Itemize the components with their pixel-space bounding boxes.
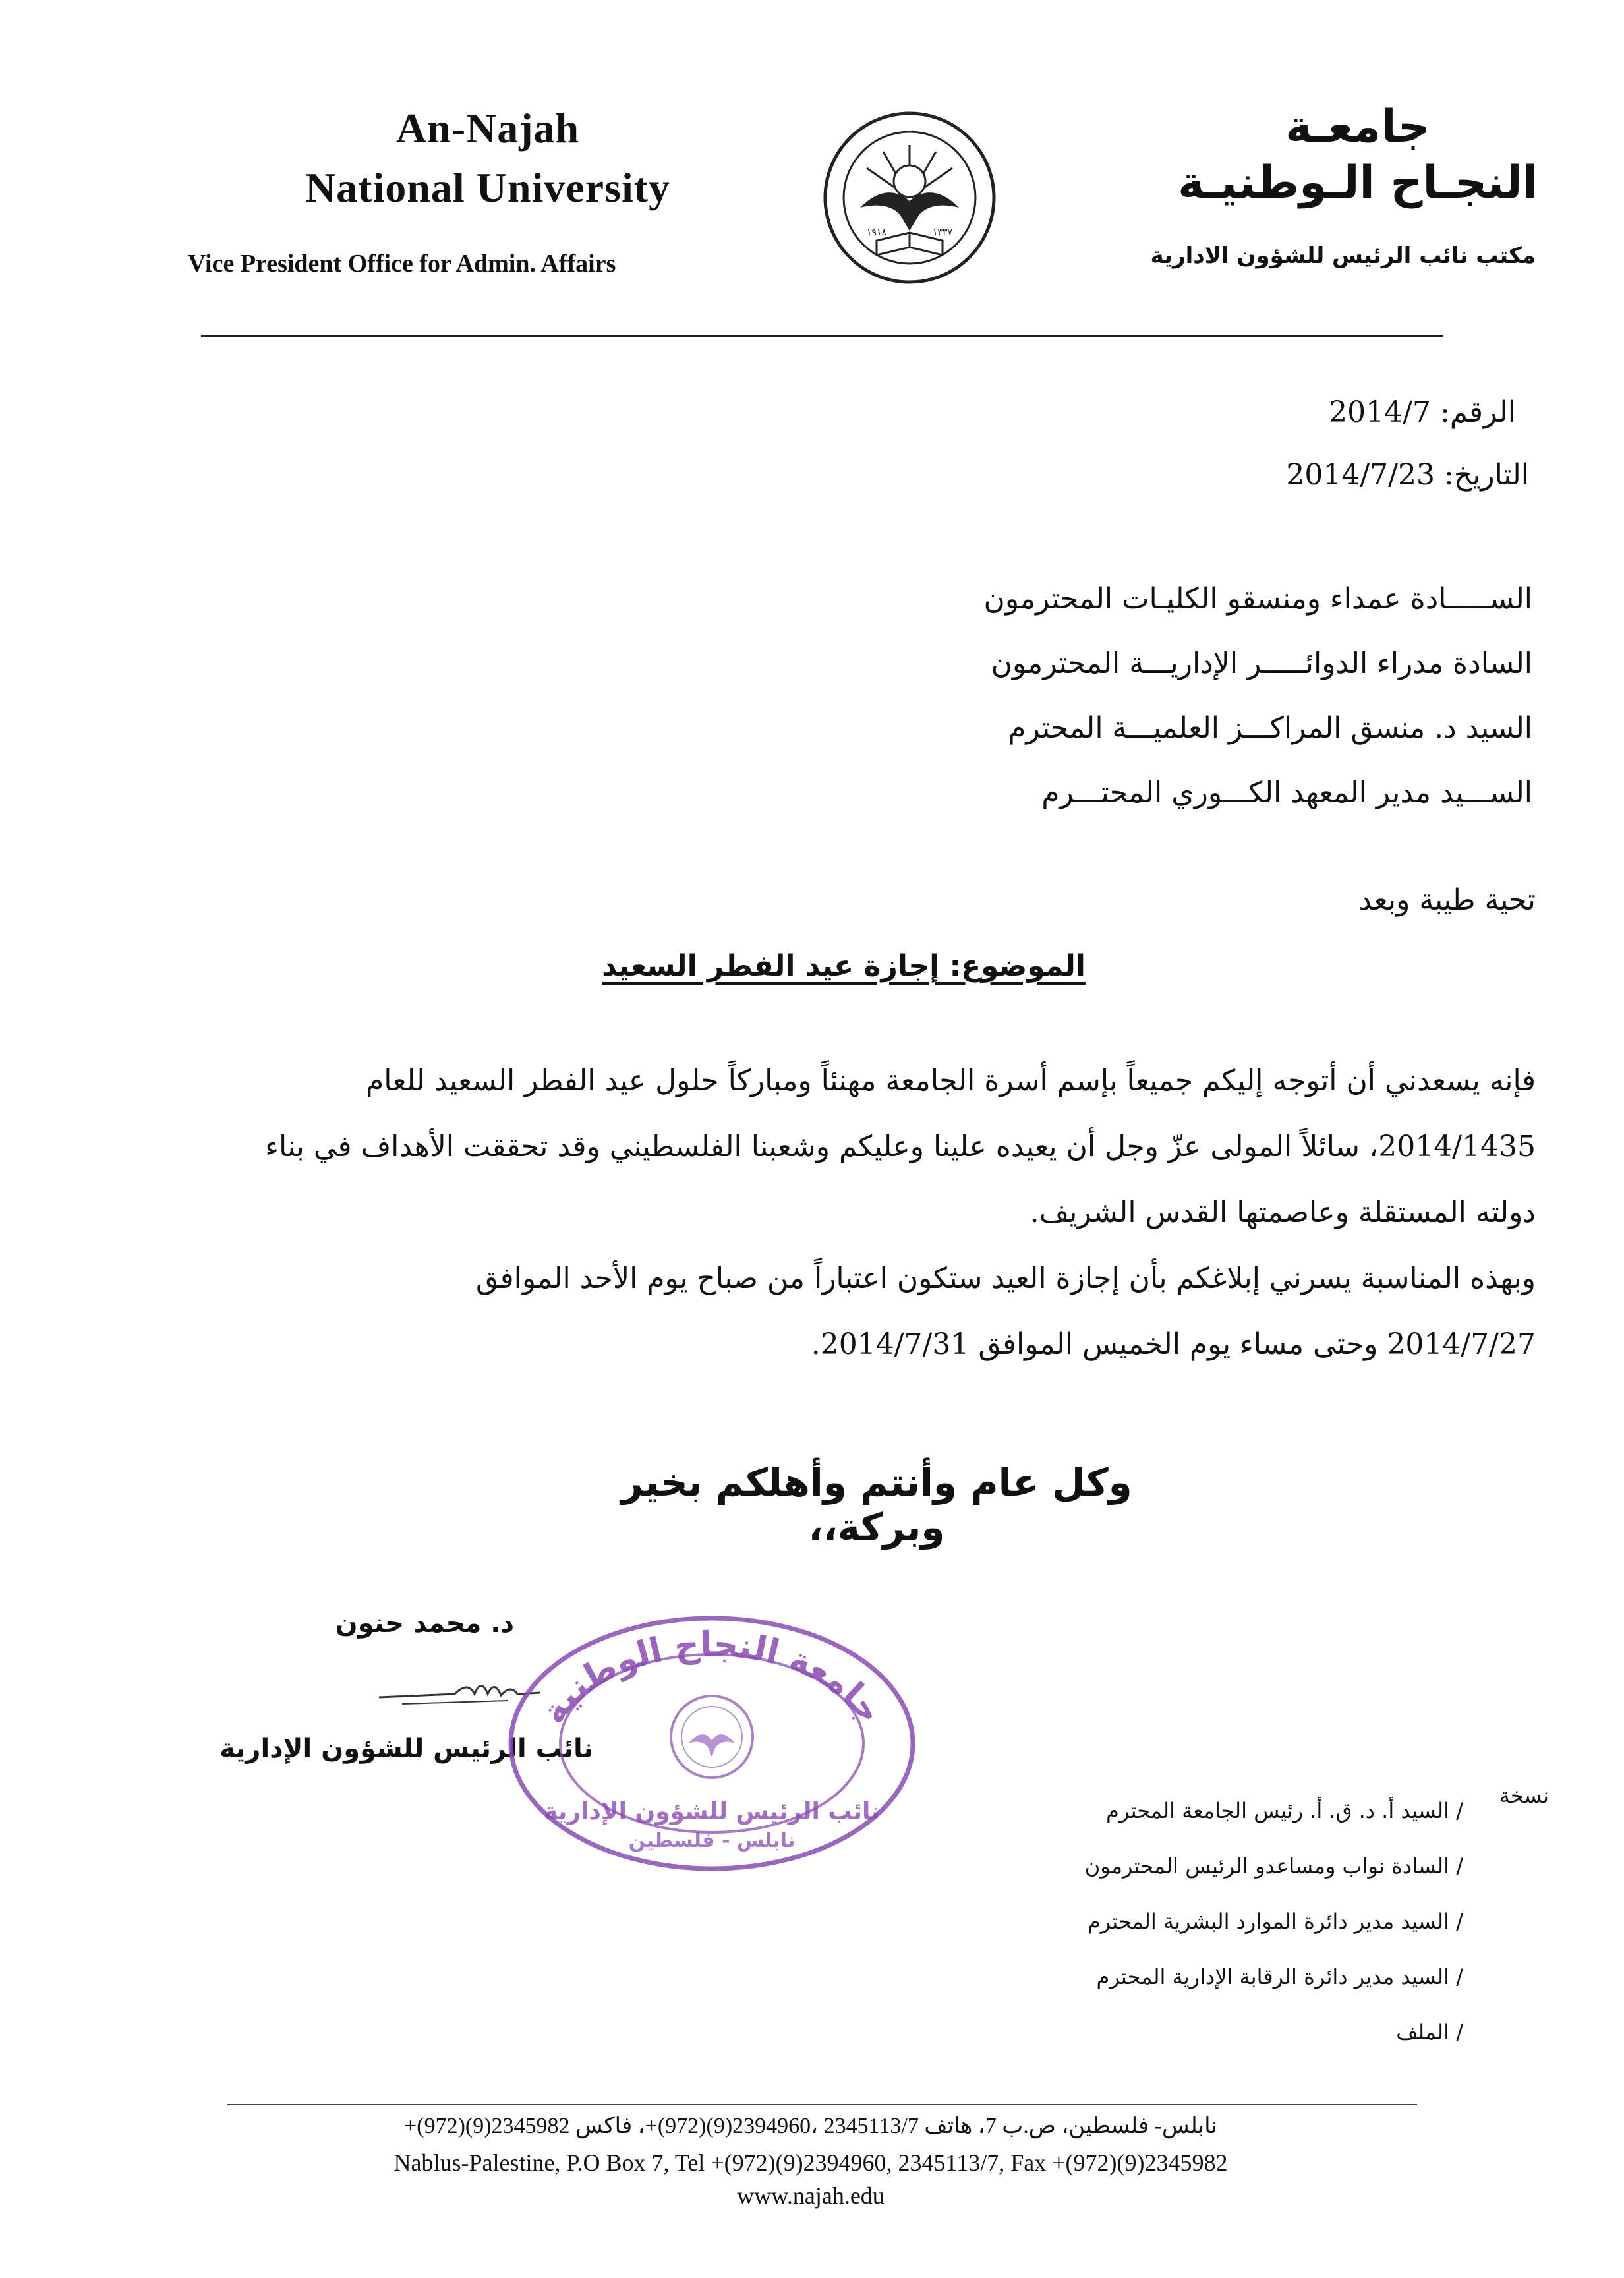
paragraph-line: دولته المستقلة وعاصمتها القدس الشريف. [1030, 1196, 1536, 1229]
copy-recipient: / السيد مدير دائرة الرقابة الإدارية المحترم [1096, 1964, 1463, 1989]
copy-recipient: / السيد أ. د. ق. أ. رئيس الجامعة المحترم [1106, 1798, 1463, 1823]
reference-date [1160, 458, 1529, 492]
footer-address-en: Nablus-Palestine, P.O Box 7, Tel +(972)(9)2394960, 2345113/7, Fax +(972)(9)2345982 [393, 2149, 1228, 2176]
paragraph-line: 2014/1435، سائلاً المولى عزّ وجل أن يعيده علينا وعليكم وشعبنا الفلسطيني وقد تحققت الأهداف في بناء [265, 1130, 1536, 1163]
recipients-list [890, 567, 1532, 825]
university-name-en [198, 99, 778, 217]
university-name-ar [1160, 99, 1555, 211]
seal-year-right: ١٣٣٧ [933, 227, 953, 238]
stamp-bottom-line1: نائب الرئيس للشؤون الإدارية [543, 1798, 881, 1825]
footer-divider [227, 2104, 1417, 2105]
reference-date-label: التاريخ: [1443, 458, 1529, 492]
stamp-top-text: جامعة النجاح الوطنية [533, 1624, 890, 1732]
reference-number-value: 2014/7 [1329, 395, 1431, 429]
recipient-line: الســـــادة عمداء ومنسقو الكليـات المحترمون [983, 582, 1532, 616]
signatory-title: نائب الرئيس للشؤون الإدارية [219, 1734, 593, 1764]
footer-address-ar: نابلس- فلسطين، ص.ب 7، هاتف 2345113/7 ،2394960(9)(972)+، فاكس 2345982(9)(972)+ [404, 2114, 1217, 2138]
paragraph-line: 2014/7/27 وحتى مساء يوم الخميس الموافق 2014/7/31. [811, 1328, 1536, 1361]
header-divider [201, 335, 1443, 337]
copies-label: نسخة [1499, 1783, 1549, 1808]
university-name-ar-line1: جامعـة [1285, 101, 1430, 153]
reference-number [1186, 395, 1516, 429]
paragraph-line: فإنه يسعدني أن أتوجه إليكم جميعاً بإسم أسرة الجامعة مهنئاً ومباركاً حلول عيد الفطر السعيد للعام [365, 1064, 1536, 1097]
copy-recipient: / السادة نواب ومساعدو الرئيس المحترمون [1084, 1854, 1463, 1879]
office-name-ar: مكتب نائب الرئيس للشؤون الادارية [1150, 243, 1536, 269]
recipient-line: السادة مدراء الدوائـــــر الإداريـــة المحترمون [991, 647, 1532, 680]
recipient-line: السيد د. منسق المراكـــز العلميـــة المحترم [1008, 711, 1532, 745]
body-paragraph-2 [218, 1246, 1536, 1378]
university-name-en-line1: An-Najah [395, 105, 580, 152]
signatory-name: د. محمد حنون [335, 1608, 514, 1639]
university-name-en-line2: National University [304, 163, 671, 211]
official-stamp [501, 1608, 923, 1879]
subject-line: الموضوع: إجازة عيد الفطر السعيد [602, 949, 1086, 983]
copies-list [1041, 1783, 1463, 2060]
footer-website: www.najah.edu [737, 2182, 884, 2209]
reference-date-value: 2014/7/23 [1286, 458, 1435, 492]
university-seal-logo [821, 109, 999, 287]
greeting: تحية طيبة وبعد [1358, 883, 1536, 917]
closing-salutation: وكل عام وأنتم وأهلكم بخير وبركة،، [621, 1460, 1132, 1550]
copy-recipient: / السيد مدير دائرة الموارد البشرية المحترم [1087, 1909, 1463, 1934]
recipient-line: الســـيد مدير المعهد الكـــوري المحتـــرم [1041, 776, 1532, 809]
reference-number-label: الرقم: [1439, 395, 1516, 429]
paragraph-line: وبهذه المناسبة يسرني إبلاغكم بأن إجازة العيد ستكون اعتباراً من صباح يوم الأحد الموافق [475, 1262, 1536, 1295]
copy-recipient: / الملف [1396, 2020, 1463, 2045]
office-name-en: Vice President Office for Admin. Affairs [188, 250, 616, 277]
seal-year-left: ١٩١٨ [867, 227, 887, 238]
university-name-ar-line2: النجـاح الـوطنيـة [1178, 157, 1538, 209]
body-paragraph-1 [218, 1048, 1536, 1246]
stamp-bottom-line2: نابلس - فلسطين [628, 1829, 796, 1852]
